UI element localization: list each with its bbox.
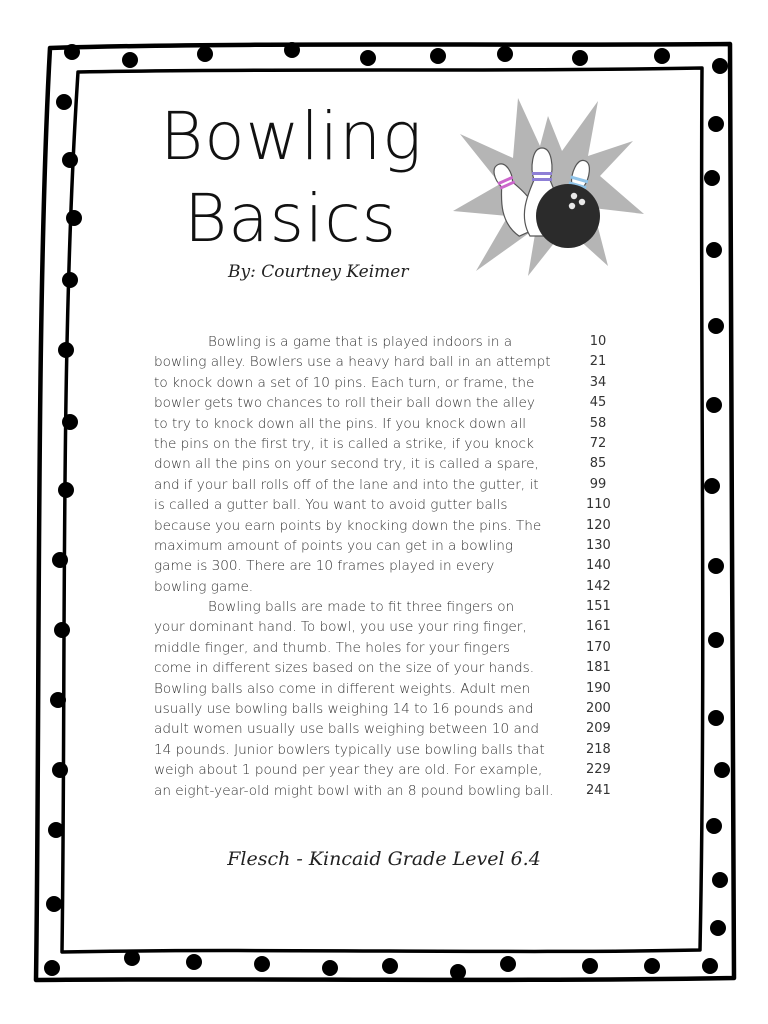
- border-dot: [322, 960, 338, 976]
- border-dot: [58, 342, 74, 358]
- passage-line: is called a gutter ball. You want to avoid gutter balls: [154, 497, 508, 514]
- border-dot: [497, 46, 513, 62]
- passage-row: [154, 617, 614, 637]
- passage-line: the pins on the first try, it is called a strike, if you knock: [154, 435, 534, 452]
- passage-row: [154, 516, 614, 536]
- passage-row: [154, 373, 614, 393]
- word-count: 142: [586, 578, 611, 594]
- word-count: 72: [589, 435, 607, 451]
- passage-line: to try to knock down all the pins. If you knock down all: [154, 415, 527, 432]
- passage-line: maximum amount of points you can get in a bowling: [154, 537, 514, 554]
- passage-row: [154, 638, 614, 658]
- word-count: 209: [586, 721, 611, 737]
- word-count: 241: [586, 782, 611, 798]
- passage-row: [154, 393, 614, 413]
- passage-row: [154, 556, 614, 576]
- border-dot: [712, 58, 728, 74]
- passage-row: [154, 352, 614, 372]
- border-dot: [572, 50, 588, 66]
- border-dot: [62, 272, 78, 288]
- border-dot: [706, 397, 722, 413]
- passage-line: come in different sizes based on the size of your hands.: [154, 660, 535, 677]
- border-dot: [50, 692, 66, 708]
- passage-line: Bowling balls are made to fit three fingers on: [208, 599, 515, 616]
- passage-row: [154, 781, 614, 801]
- word-count: 85: [589, 456, 607, 472]
- passage-row: [154, 699, 614, 719]
- word-count: 120: [586, 517, 611, 533]
- passage-line: Bowling balls also come in different weights. Adult men: [154, 680, 531, 697]
- border-dot: [62, 152, 78, 168]
- passage-line: middle finger, and thumb. The holes for your fingers: [154, 639, 510, 656]
- border-dot: [712, 872, 728, 888]
- passage-row: [154, 434, 614, 454]
- page-title-line-1: Bowling: [160, 98, 423, 175]
- passage-line: game is 300. There are 10 frames played in every: [154, 558, 495, 575]
- passage-row: [154, 536, 614, 556]
- border-dot: [654, 48, 670, 64]
- passage-line: your dominant hand. To bowl, you use your ring finger,: [154, 619, 527, 636]
- border-dot: [56, 94, 72, 110]
- word-count: 130: [586, 537, 611, 553]
- border-dot: [197, 46, 213, 62]
- border-dot: [58, 482, 74, 498]
- passage-line: adult women usually use balls weighing between 10 and: [154, 721, 540, 738]
- finger-hole: [579, 199, 585, 205]
- finger-hole: [569, 203, 575, 209]
- word-count: 10: [589, 334, 607, 349]
- passage-row: [154, 332, 614, 352]
- word-count: 229: [586, 762, 611, 778]
- border-dot: [430, 48, 446, 64]
- border-dot: [708, 116, 724, 132]
- border-dot: [48, 822, 64, 838]
- passage-line: to knock down a set of 10 pins. Each turn, or frame, the: [154, 374, 535, 391]
- passage-row: [154, 475, 614, 495]
- passage-line: 14 pounds. Junior bowlers typically use bowling balls that: [154, 741, 545, 758]
- author-byline: By: Courtney Keimer: [228, 262, 409, 282]
- border-dot: [708, 318, 724, 334]
- border-dot: [704, 478, 720, 494]
- border-dot: [582, 958, 598, 974]
- border-dot: [52, 552, 68, 568]
- passage-row: [154, 577, 614, 597]
- passage-row: [154, 679, 614, 699]
- passage-line: usually use bowling balls weighing 14 to 16 pounds and: [154, 701, 534, 718]
- border-dot: [44, 960, 60, 976]
- border-dot: [54, 622, 70, 638]
- border-dot: [450, 964, 466, 980]
- border-dot: [710, 920, 726, 936]
- border-dot: [124, 950, 140, 966]
- border-dot: [644, 958, 660, 974]
- border-dot: [122, 52, 138, 68]
- word-count: 110: [586, 497, 611, 513]
- border-dot: [186, 954, 202, 970]
- passage-line: down all the pins on your second try, it is called a spare,: [154, 456, 539, 473]
- passage-row: [154, 414, 614, 434]
- border-dot: [702, 958, 718, 974]
- finger-hole: [571, 193, 577, 199]
- reading-passage: [154, 332, 614, 801]
- word-count: 181: [586, 660, 611, 676]
- border-dot: [46, 896, 62, 912]
- bowling-ball: [536, 184, 600, 248]
- border-dot: [706, 818, 722, 834]
- passage-line: bowling alley. Bowlers use a heavy hard ball in an attempt: [154, 354, 551, 371]
- passage-row: [154, 658, 614, 678]
- passage-line: weigh about 1 pound per year they are old. For example,: [154, 762, 543, 779]
- border-dot: [500, 956, 516, 972]
- word-count: 140: [586, 558, 611, 574]
- passage-row: [154, 597, 614, 617]
- border-dot: [64, 44, 80, 60]
- word-count: 99: [589, 476, 607, 492]
- passage-line: and if your ball rolls off of the lane and into the gutter, it: [154, 476, 539, 493]
- word-count: 200: [586, 701, 611, 717]
- passage-line: bowling game.: [154, 578, 254, 595]
- border-dot: [382, 958, 398, 974]
- border-dot: [52, 762, 68, 778]
- passage-row: [154, 760, 614, 780]
- border-dot: [62, 414, 78, 430]
- word-count: 218: [586, 741, 611, 757]
- word-count: 58: [589, 415, 607, 431]
- word-count: 45: [589, 395, 607, 411]
- page-title-line-2: Basics: [184, 180, 398, 257]
- passage-line: bowler gets two chances to roll their ball down the alley: [154, 395, 535, 412]
- word-count: 151: [586, 599, 611, 615]
- border-dot: [706, 242, 722, 258]
- word-count: 190: [586, 680, 611, 696]
- word-count: 170: [586, 639, 611, 655]
- passage-line: because you earn points by knocking down the pins. The: [154, 517, 542, 534]
- word-count: 21: [589, 354, 607, 370]
- word-count: 161: [586, 619, 611, 635]
- border-dot: [708, 710, 724, 726]
- bowling-ball-and-pins-icon: [448, 96, 648, 281]
- border-dot: [708, 558, 724, 574]
- passage-row: [154, 454, 614, 474]
- border-dot: [284, 42, 300, 58]
- border-dot: [704, 170, 720, 186]
- border-dot: [66, 210, 82, 226]
- border-dot: [360, 50, 376, 66]
- passage-line: Bowling is a game that is played indoors in a: [208, 334, 513, 350]
- passage-line: an eight-year-old might bowl with an 8 pound bowling ball.: [154, 782, 554, 799]
- word-count: 34: [589, 374, 607, 390]
- border-dot: [714, 762, 730, 778]
- border-dot: [254, 956, 270, 972]
- passage-row: [154, 740, 614, 760]
- passage-row: [154, 495, 614, 515]
- border-dot: [708, 632, 724, 648]
- passage-row: [154, 719, 614, 739]
- readability-level: Flesch - Kincaid Grade Level 6.4: [227, 848, 541, 870]
